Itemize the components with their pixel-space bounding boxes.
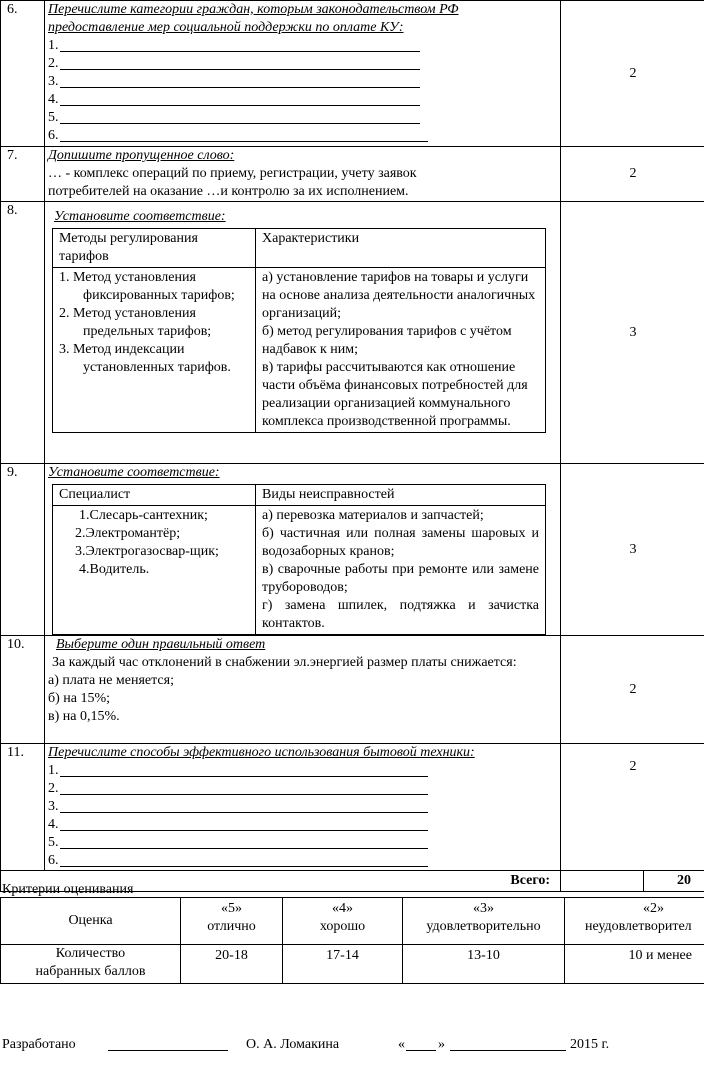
right-items [256,506,546,635]
answer-line[interactable]: 3. [48,73,556,91]
question-body [45,147,561,202]
answer-line[interactable]: 6. [48,852,556,870]
left-items [53,268,256,433]
left-items [53,506,256,635]
question-row-9 [1,464,704,636]
grade-header: Оценка [1,898,181,945]
score-range: 20-18 [181,945,283,984]
question-row-11 [1,744,704,871]
question-body [45,464,561,636]
list-item: в) тарифы рассчитываются как отношение части объёма финансовых потребностей для реализации организацией коммунального комплекса производственной программы. [262,360,528,429]
score-range: 17-14 [283,945,403,984]
answer-lines [48,37,556,145]
list-item: 3.Электрогазосвар-щик; [75,544,219,559]
date-year: 2015 г. [570,1037,610,1052]
grade-cell: «3» удовлетворительно [403,898,565,945]
matching-table [52,228,546,433]
column-header: Специалист [53,485,256,506]
question-instruction: Допишите пропущенное слово: [48,148,235,163]
question-row-7 [1,147,704,202]
list-item: 3. Метод индексации установленных тарифов. [59,342,231,375]
answer-line[interactable]: 4. [48,91,556,109]
grade-cell: «5» отлично [181,898,283,945]
list-item: а) перевозка материалов и запчастей; [262,508,484,523]
question-instruction: Выберите один правильный ответ [56,637,266,652]
answer-line[interactable]: 6. [48,127,556,145]
answer-line[interactable]: 3. [48,798,556,816]
matching-table [52,484,546,635]
question-points: 3 [561,202,704,464]
answer-lines [48,762,556,870]
question-text: … - комплекс операций по приему, регистрации, учету заявок потребителей на оказание …и контролю за их исполнением. [48,166,417,199]
question-row-6 [1,1,704,147]
question-instruction: Перечислите категории граждан, которым законодательством РФ предоставление мер социальной поддержки по оплате КУ: [48,2,459,35]
question-body [45,202,561,464]
column-header: Виды неисправностей [256,485,546,506]
list-item: а) установление тарифов на товары и услуги на основе анализа деятельности аналогичных организаций; [262,270,536,321]
question-points: 3 [561,464,704,636]
question-body [45,636,561,744]
criteria-title: Критерии оценивания [2,882,134,897]
list-item: б) частичная или полная замены шаровых и водозаборных кранов; [262,526,539,559]
answer-line[interactable]: 2. [48,780,556,798]
answer-option[interactable]: в) на 0,15%. [48,709,120,724]
question-number: 10. [1,636,45,744]
list-item: г) замена шпилек, подтяжка и зачистка контактов. [262,598,539,631]
answer-option[interactable]: а) плата не меняется; [48,673,174,688]
score-range: 10 и менее [565,945,704,984]
question-number: 6. [1,1,45,147]
list-item: 2.Электромантёр; [75,526,181,541]
author-name: О. А. Ломакина [246,1037,340,1052]
column-header: Характеристики [256,229,546,268]
question-number: 9. [1,464,45,636]
total-value-cell [561,871,704,892]
question-instruction: Перечислите способы эффективного использования бытовой техники: [48,745,475,760]
answer-line[interactable]: 1. [48,762,556,780]
answer-line[interactable]: 4. [48,816,556,834]
answer-line[interactable]: 5. [48,109,556,127]
list-item: б) метод регулирования тарифов с учётом надбавок к ним; [262,324,512,357]
question-text: За каждый час отклонений в снабжении эл.энергией размер платы снижается: [52,655,517,670]
question-number: 8. [1,202,45,464]
list-item: в) сварочные работы при ремонте или замене трубороводов; [262,562,539,595]
developed-label: Разработано [2,1037,76,1052]
question-instruction: Установите соответствие: [54,209,226,224]
question-number: 11. [1,744,45,871]
score-range: 13-10 [403,945,565,984]
question-points: 2 [561,744,704,871]
criteria-table [0,897,704,984]
question-body [45,744,561,871]
question-points: 2 [561,147,704,202]
question-body [45,1,561,147]
list-item: 4.Водитель. [79,562,150,577]
right-items [256,268,546,433]
answer-line[interactable]: 5. [48,834,556,852]
question-instruction: Установите соответствие: [48,465,220,480]
question-points: 2 [561,1,704,147]
list-item: 1.Слесарь-сантехник; [79,508,208,523]
list-item: 1. Метод установления фиксированных тарифов; [59,270,235,303]
date-open-quote: « [398,1037,405,1052]
column-header: Методы регулирования тарифов [53,229,256,268]
score-header: Количество набранных баллов [1,945,181,984]
total-value: 20 [677,873,691,888]
list-item: 2. Метод установления предельных тарифов; [59,306,212,339]
question-row-10 [1,636,704,744]
question-row-8 [1,202,704,464]
total-label: Всего: [510,873,550,888]
answer-line[interactable]: 1. [48,37,556,55]
question-number: 7. [1,147,45,202]
grade-cell: «4» хорошо [283,898,403,945]
question-points: 2 [561,636,704,744]
grade-cell: «2» неудовлетворител [565,898,704,945]
answer-line[interactable]: 2. [48,55,556,73]
answer-option[interactable]: б) на 15%; [48,691,111,706]
date-close-quote: » [438,1037,445,1052]
